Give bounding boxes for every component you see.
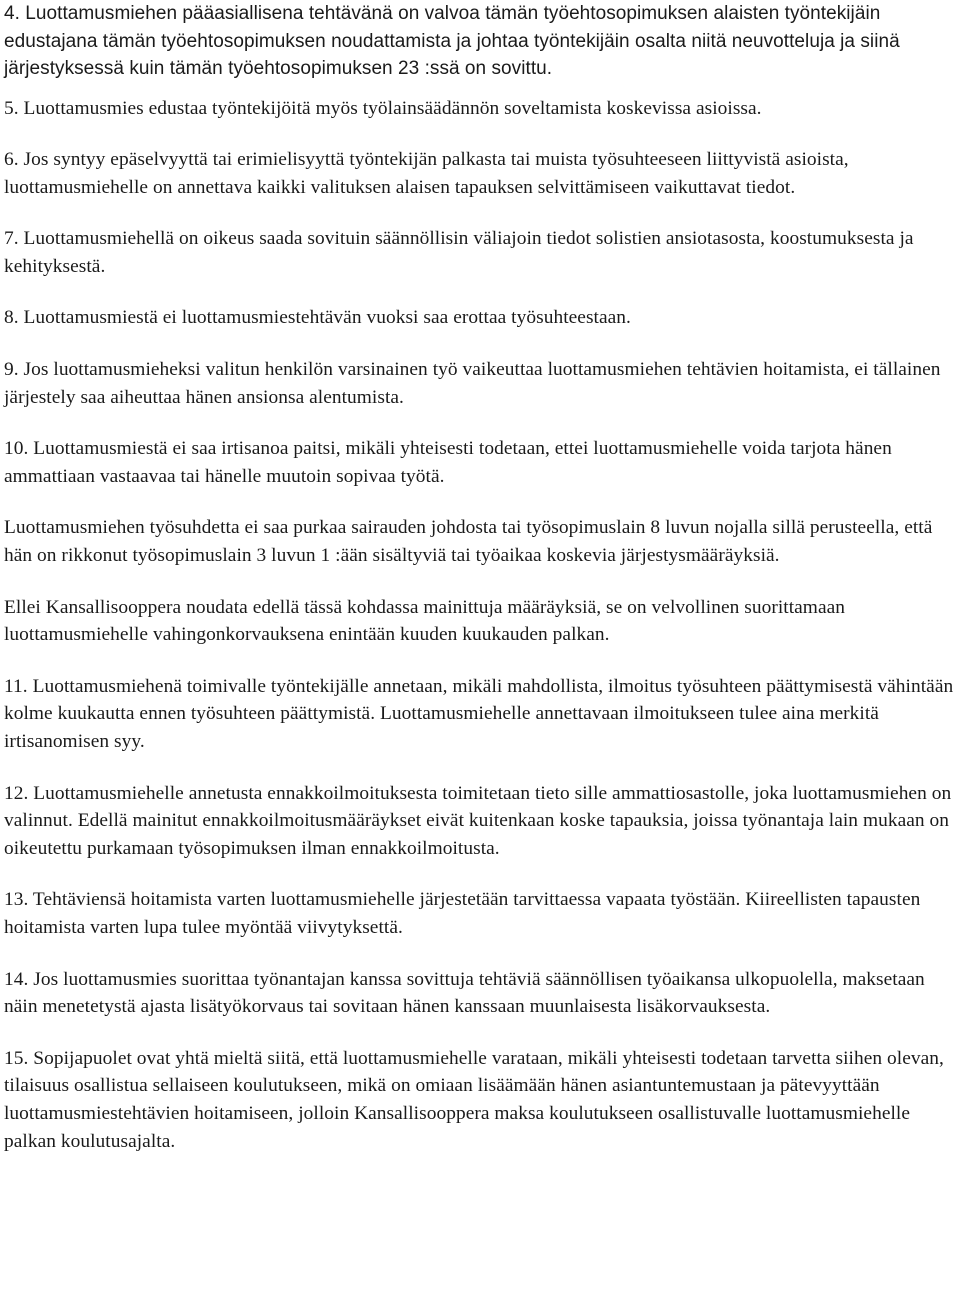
paragraph-13: 13. Tehtäviensä hoitamista varten luottamusmiehelle järjestetään tarvittaessa vapaata työstään. Kiireellisten tapausten hoitamista varten lupa tulee myöntää viivytyksettä.	[4, 889, 921, 938]
paragraph-7: 7. Luottamusmiehellä on oikeus saada sovituin säännöllisin väliajoin tiedot solistien ansiotasosta, koostumuksesta ja kehityksestä.	[4, 228, 914, 277]
paragraph-12: 12. Luottamusmiehelle annetusta ennakkoilmoituksesta toimitetaan tieto sille ammattiosastolle, joka luottamusmiehen on valinnut. Edellä mainitut ennakkoilmoitusmääräykset eivät kuitenkaan koske tapauksia, joissa työnantaja lain mukaan on oikeutettu purkamaan työsopimuksen ilman ennakkoilmoitusta.	[4, 782, 952, 859]
paragraph-4: 4. Luottamusmiehen pääasiallisena tehtävänä on valvoa tämän työehtosopimuksen alaisten työntekijäin edustajana tämän työehtosopimuksen noudattamista ja johtaa työntekijäin osalta niitä neuvotteluja ja siinä järjestyksessä kuin tämän työehtosopimuksen 23 :ssä on sovittu.	[4, 3, 900, 79]
paragraph-11: 11. Luottamusmiehenä toimivalle työntekijälle annetaan, mikäli mahdollista, ilmoitus työsuhteen päättymisestä vähintään kolme kuukautta ennen työsuhteen päättymistä. Luottamusmiehelle annettavaan ilmoitukseen tulee aina merkitä irtisanomisen syy.	[4, 675, 954, 752]
paragraph-5: 5. Luottamusmies edustaa työntekijöitä myös työlainsäädännön soveltamista koskevissa asioissa.	[4, 97, 762, 119]
paragraph-6: 6. Jos syntyy epäselvyyttä tai erimielisyyttä työntekijän palkasta tai muista työsuhteeseen liittyvistä asioista, luottamusmiehelle on annettava kaikki valituksen alaisen tapauksen selvittämiseen vaikuttavat tiedot.	[4, 149, 849, 198]
document-page	[4, 0, 954, 1155]
paragraph-9: 9. Jos luottamusmieheksi valitun henkilön varsinainen työ vaikeuttaa luottamusmiehen tehtävien hoitamista, ei tällainen järjestely saa aiheuttaa hänen ansionsa alentumista.	[4, 359, 941, 408]
paragraph-8: 8. Luottamusmiestä ei luottamusmiestehtävän vuoksi saa erottaa työsuhteestaan.	[4, 307, 631, 329]
paragraph-14: 14. Jos luottamusmies suorittaa työnantajan kanssa sovittuja tehtäviä säännöllisen työaikansa ulkopuolella, maksetaan näin menetetystä ajasta lisätyökorvaus tai sovitaan hänen kanssaan muunlaisesta lisäkorvauksesta.	[4, 968, 925, 1018]
paragraph-10: 10. Luottamusmiestä ei saa irtisanoa paitsi, mikäli yhteisesti todetaan, ettei luottamusmiehelle voida tarjota hänen ammattiaan vastaavaa tai hänelle muutoin sopivaa työtä.	[4, 438, 892, 487]
paragraph-10-dismissal: Luottamusmiehen työsuhdetta ei saa purkaa sairauden johdosta tai työsopimuslain 8 luvun nojalla sillä perusteella, että hän on rikkonut työsopimuslain 3 luvun 1 :ään sisältyviä tai työaikaa koskevia järjestysmääräyksiä.	[4, 517, 933, 567]
paragraph-10-compensation: Ellei Kansallisooppera noudata edellä tässä kohdassa mainittuja määräyksiä, se on velvollinen suorittamaan luottamusmiehelle vahingonkorvauksena enintään kuuden kuukauden palkan.	[4, 596, 845, 646]
paragraph-15: 15. Sopijapuolet ovat yhtä mieltä siitä, että luottamusmiehelle varataan, mikäli yhteisesti todetaan tarvetta siihen olevan, tilaisuus osallistua sellaiseen koulutukseen, mikä on omiaan lisäämään hänen asiantuntemustaan ja pätevyyttään luottamusmiestehtävien hoitamiseen, jolloin Kansallisooppera maksa koulutukseen osallistuvalle luottamusmiehelle palkan koulutusajalta.	[4, 1047, 944, 1152]
